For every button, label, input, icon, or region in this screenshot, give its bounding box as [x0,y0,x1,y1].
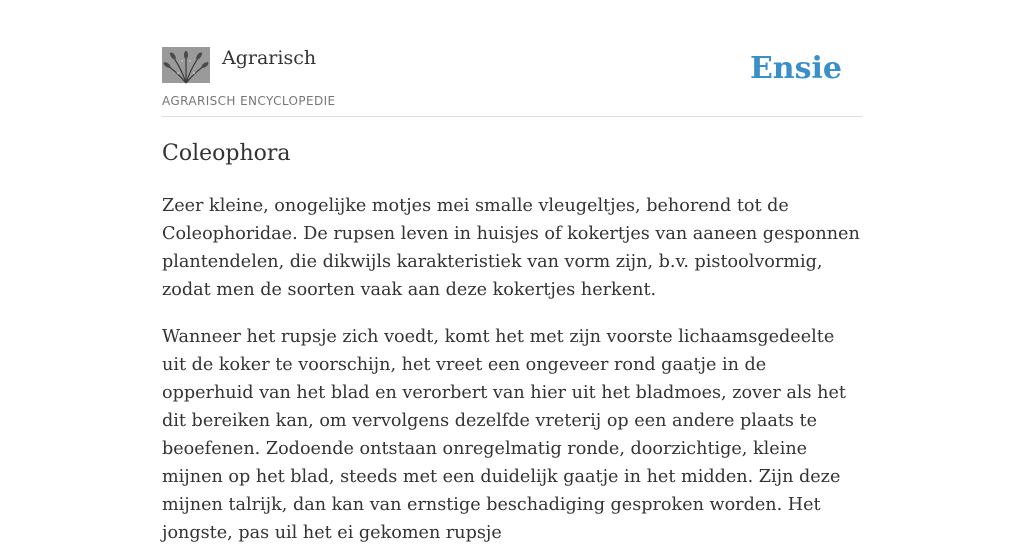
article-title: Coleophora [162,141,291,166]
article-paragraph: Wanneer het rupsje zich voedt, komt het met zijn voorste lichaamsgedeelte uit de koker te voorschijn, het vreet een ongeveer rond gaatje in de opperhuid van het blad en verorbert van hier uit het bladmoes, zover als het dit bereiken kan, om vervolgens dezelfde vreterij op een andere plaats te beoefenen. Zodoende ontstaan onregelmatig ronde, doorzichtige, kleine mijnen op het blad, steeds met een duidelijk gaatje in het midden. Zijn deze mijnen talrijk, dan kan van ernstige beschadiging gesproken worden. Het jongste, pas uil het ei gekomen rupsje [162,327,846,543]
article [162,138,862,547]
brand-logo-link[interactable]: Ensie [749,51,842,86]
site-header [162,0,862,117]
site-subtitle[interactable]: AGRARISCH ENCYCLOPEDIE [162,94,336,108]
article-paragraph: Zeer kleine, onogelijke motjes mei smalle vleugeltjes, behorend tot de Coleophoridae. De rupsen leven in huisjes of kokertjes van aaneen gesponnen plantendelen, die dikwijls karakteristiek van vorm zijn, b.v. pistoolvormig, zodat men de soorten vaak aan deze kokertjes herkent. [162,196,860,300]
wheat-logo-icon[interactable] [162,47,210,83]
site-title[interactable]: Agrarisch [222,47,317,69]
